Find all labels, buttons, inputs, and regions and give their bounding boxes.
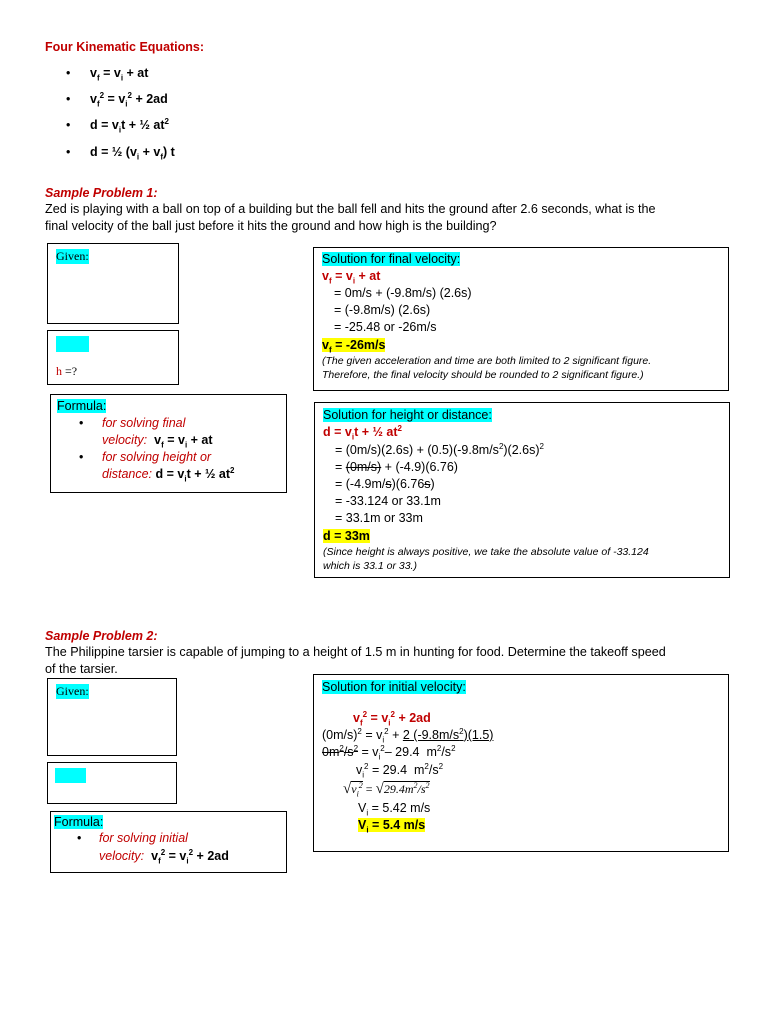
h-value: =? <box>62 364 78 378</box>
problem1-text-line2: final velocity of the ball just before it hits the ground and how high is the building? <box>45 219 497 233</box>
initial-step-2: $0m^2/s^2 = v_i^2-$ 29.4 $m^2/s^2$ <box>322 743 456 762</box>
problem1-text-line1: Zed is playing with a ball on top of a building but the ball fell and hits the ground after 2.6 seconds, what is the <box>45 202 656 216</box>
given-box-h <box>47 330 179 385</box>
page-heading: Four Kinematic Equations: <box>45 40 205 54</box>
given-box-2b <box>47 762 177 804</box>
given-label-2: Given: <box>56 684 89 698</box>
solution-height-label: Solution for height or distance: <box>323 408 492 422</box>
initial-step-3: $v_i^2 = 29.4$ $m^2/s^2$ <box>356 761 444 780</box>
velocity-note-line1: (The given acceleration and time are both limited to 2 significant figure. <box>322 355 652 367</box>
problem1-title: Sample Problem 1: <box>45 186 158 200</box>
formula-item1-equation: $v_f = v_i$ + at <box>154 433 213 450</box>
initial-step-4: $√v_i^2 = √29.4m^2/s^2$ <box>343 781 430 799</box>
height-note-line2: which is 33.1 or 33.) <box>323 560 417 572</box>
formula-item1-text: for solving final <box>102 416 186 430</box>
formula-item2-equation: $d = v_it$ + ½ $at^2$ <box>155 465 235 484</box>
initial-step-5: $V_i = 5.42$ m/s <box>358 801 431 818</box>
solution-height-equation: $d = v_it$ + ½ $at^2$ <box>323 423 402 442</box>
given-box <box>47 243 179 324</box>
initial-step-1: $(0m/s)^2 = v_i^2 + 2$ $(-9.8m/s^2)(1.5)$ <box>322 726 494 745</box>
velocity-note-line2: Therefore, the final velocity should be rounded to 2 significant figure.) <box>322 369 644 381</box>
height-step-4: = -33.124 or 33.1m <box>335 494 441 508</box>
height-step-2: = (0m/s) + (-4.9)(6.76) <box>335 460 458 474</box>
solution-velocity-label: Solution for final velocity: <box>322 252 461 266</box>
height-step-1: = $(0m/s)(2.6s) + (0.5)(-9.8m/s^2)(2.6s)^2$ <box>335 441 544 457</box>
formula2-item1-text: for solving initial <box>99 831 188 845</box>
formula-box-2: Formula: • for solving initial velocity: $v_f^2 = v_i^2 + 2ad$ <box>50 811 287 873</box>
height-answer: d = 33m <box>323 529 370 543</box>
highlight-blank-2 <box>55 768 86 783</box>
solution-height-box <box>314 402 730 578</box>
initial-equation: $v_f^2 = v_i^2 + 2ad$ <box>353 709 431 728</box>
given-label: Given: <box>56 249 89 263</box>
velocity-step-2: = (-9.8m/s) (2.6s) <box>334 303 431 317</box>
velocity-step-1: = 0m/s + (-9.8m/s) (2.6s) <box>334 286 472 300</box>
solution-initial-label: Solution for initial velocity: <box>322 680 466 694</box>
formula-label-2: Formula: <box>54 815 104 829</box>
solution-velocity-box <box>313 247 729 391</box>
problem2-text-line2: of the tarsier. <box>45 662 118 676</box>
height-note-line1: (Since height is always positive, we take the absolute value of -33.124 <box>323 546 649 558</box>
initial-answer: $V_i = 5.4$ m/s <box>358 818 426 835</box>
velocity-answer: $v_f = -26m/s$ <box>322 338 386 355</box>
velocity-step-3: = -25.48 or -26m/s <box>334 320 437 334</box>
solution-velocity-equation: $v_f = v_i$ + at <box>322 269 381 286</box>
problem2-title: Sample Problem 2: <box>45 629 158 643</box>
formula2-item1-equation: $v_f^2 = v_i^2 + 2ad$ <box>151 847 229 866</box>
highlight-blank <box>56 336 89 352</box>
height-step-3: = (-4.9m/s)(6.76s) <box>335 477 435 491</box>
formula-item2-text: for solving height or <box>102 450 212 464</box>
given-box-2 <box>47 678 177 756</box>
formula-label: Formula: <box>57 399 107 413</box>
solution-initial-velocity-box <box>313 674 729 852</box>
formula-box: Formula: • for solving final velocity: $v_f = v_i$ + at • for solving height or distance: $d = v_it$ + ½ $at^2$ <box>50 394 287 493</box>
height-step-5: = 33.1m or 33m <box>335 511 423 525</box>
problem2-text-line1: The Philippine tarsier is capable of jumping to a height of 1.5 m in hunting for food. Determine the takeoff speed <box>45 645 666 659</box>
h-label: h <box>56 364 62 378</box>
